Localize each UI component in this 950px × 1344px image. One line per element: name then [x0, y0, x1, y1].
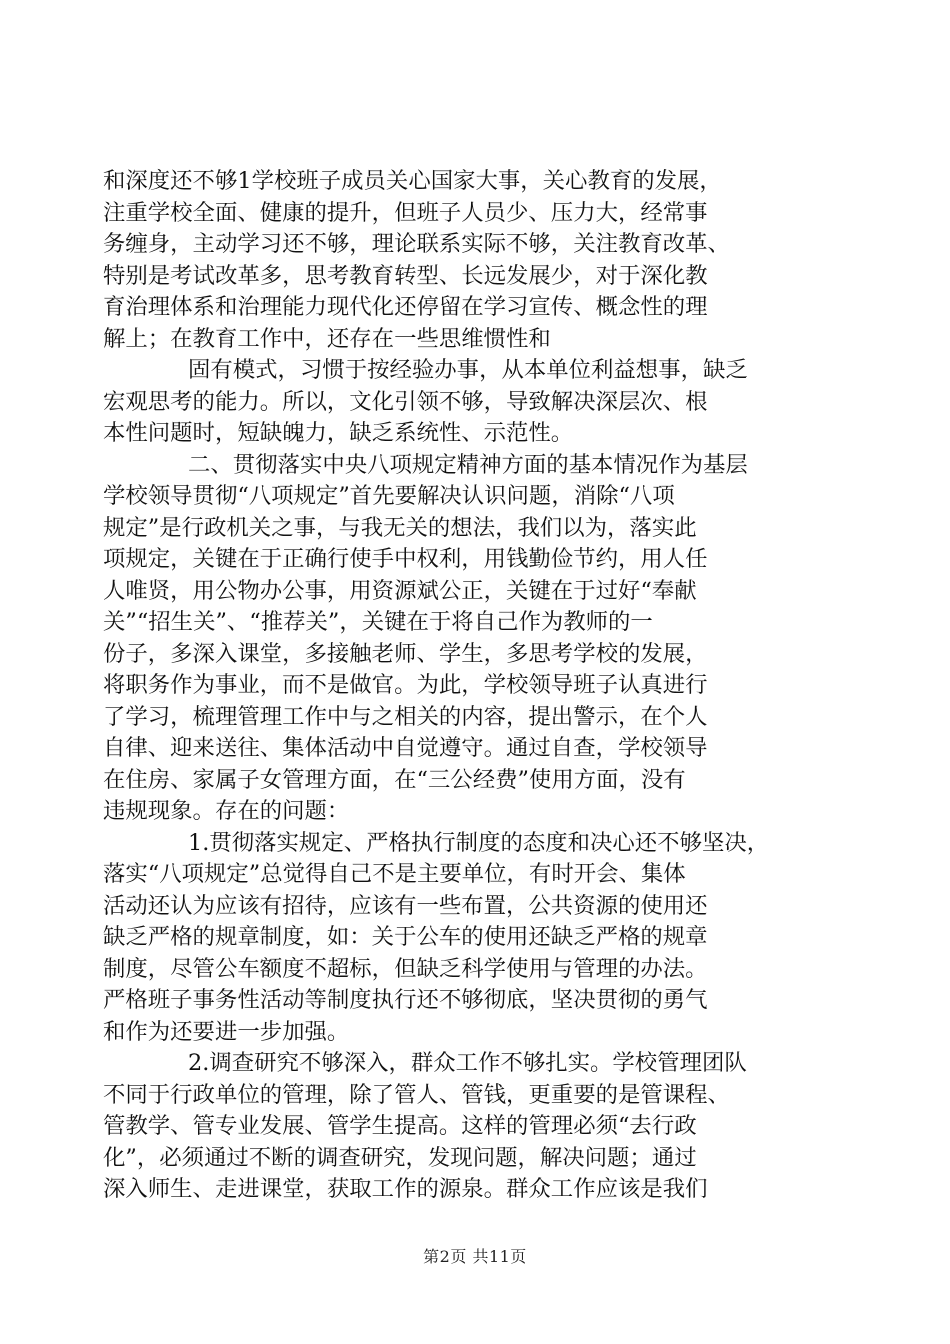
text-line: 管教学、管专业发展、管学生提高。这样的管理必须“去行政 [103, 1113, 697, 1139]
document-body [103, 166, 833, 1206]
text-line: 将职务作为事业，而不是做官。为此，学校领导班子认真进行 [103, 672, 708, 698]
text-line: 了学习，梳理管理工作中与之相关的内容，提出警示，在个人 [103, 703, 708, 730]
text-line: 制度，尽管公车额度不超标，但缺乏科学使用与管理的办法。 [103, 955, 708, 982]
text-line: 规定”是行政机关之事，与我无关的想法，我们以为，落实此 [103, 514, 697, 541]
text-line: 二、贯彻落实中央八项规定精神方面的基本情况作为基层 [188, 451, 748, 478]
text-line: 落实“八项规定”总觉得自己不是主要单位，有时开会、集体 [103, 861, 686, 887]
text-line: 人唯贤，用公物办公事，用资源斌公正，关键在于过好“奉献 [103, 577, 697, 604]
text-line: 份子，多深入课堂，多接触老师、学生，多思考学校的发展， [103, 640, 708, 667]
page-footer: 第2页 共11页 [423, 1247, 527, 1266]
text-line: 务缠身，主动学习还不够，理论联系实际不够，关注教育改革、 [103, 231, 730, 257]
text-line: 在住房、家属子女管理方面，在“三公经费”使用方面，没有 [103, 766, 686, 793]
text-line: 和作为还要进一步加强。 [103, 1018, 350, 1045]
text-line: 宏观思考的能力。所以，文化引领不够，导致解决深层次、根 [103, 388, 708, 415]
text-line: 特别是考试改革多，思考教育转型、长远发展少，对于深化教 [103, 262, 708, 289]
text-line: 学校领导贯彻“八项规定”首先要解决认识问题，消除“八项 [103, 483, 675, 509]
text-line: 和深度还不够1学校班子成员关心国家大事，关心教育的发展， [103, 168, 722, 194]
text-line: 深入师生、走进课堂，获取工作的源泉。群众工作应该是我们 [103, 1176, 708, 1202]
text-line: 关”“招生关”、“推荐关”，关键在于将自己作为教师的一 [103, 609, 653, 635]
text-line: 缺乏严格的规章制度，如：关于公车的使用还缺乏严格的规章 [103, 924, 708, 950]
text-line: 违规现象。存在的问题： [103, 798, 350, 824]
text-line: 注重学校全面、健康的提升，但班子人员少、压力大，经常事 [103, 199, 708, 226]
text-line: 自律、迎来送往、集体活动中自觉遵守。通过自查，学校领导 [103, 735, 708, 761]
text-line: 育治理体系和治理能力现代化还停留在学习宣传、概念性的理 [103, 294, 708, 320]
text-line: 化”，必须通过不断的调查研究，发现问题，解决问题；通过 [103, 1144, 697, 1171]
text-line: 固有模式，习惯于按经验办事，从本单位利益想事，缺乏 [188, 357, 748, 383]
text-line: 活动还认为应该有招待，应该有一些布置，公共资源的使用还 [103, 892, 708, 919]
text-line: 2.调查研究不够深入，群众工作不够扎实。学校管理团队 [188, 1050, 747, 1076]
text-line: 本性问题时，短缺魄力，缺乏系统性、示范性。 [103, 420, 574, 446]
text-line: 1.贯彻落实规定、严格执行制度的态度和决心还不够坚决， [188, 829, 770, 856]
text-line: 解上；在教育工作中，还存在一些思维惯性和 [103, 325, 551, 352]
text-line: 项规定，关键在于正确行使手中权利，用钱勤俭节约，用人任 [103, 546, 708, 572]
text-line: 不同于行政单位的管理，除了管人、管钱，更重要的是管课程、 [103, 1081, 730, 1108]
text-line: 严格班子事务性活动等制度执行还不够彻底，坚决贯彻的勇气 [103, 987, 708, 1013]
